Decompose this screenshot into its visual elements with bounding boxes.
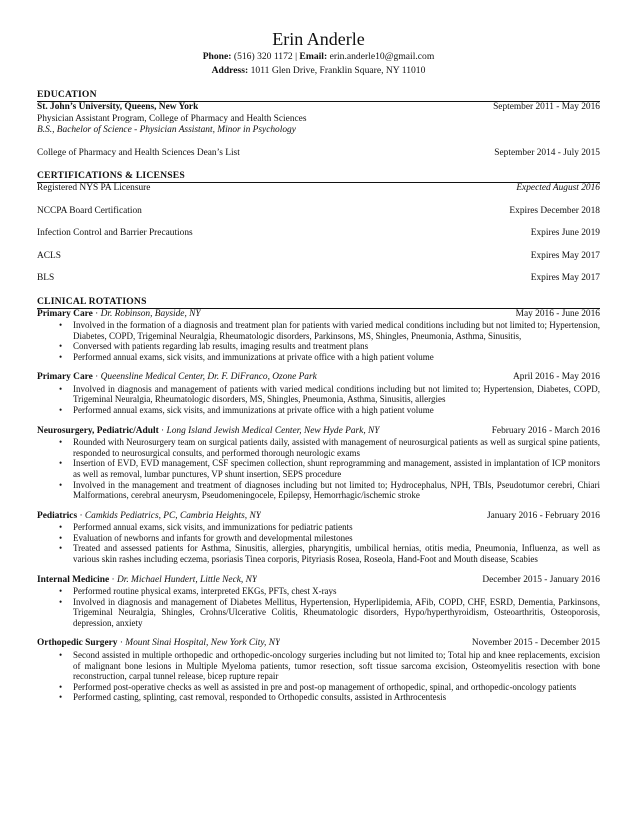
bullet-item: • Second assisted in multiple orthopedic and orthopedic-oncology surgeries including but not limited to; Total hip and knee replacements, excision of malignant bone lesions in Multiple Myeloma patients, tumor resection, soft tissue sarcoma excision, Osteomyelitis resection with bone reconstruction, carpal tunnel release, bicep rupture repair (37, 650, 600, 682)
cert-row (37, 228, 600, 240)
rotation-bullets (37, 586, 600, 628)
rotation-title: Primary Care (37, 308, 93, 319)
rotation-header: Primary Care · Queensline Medical Center, Dr. F. DiFranco, Ozone Park April 2016 - May 2016 (37, 372, 600, 383)
rotation-bullets (37, 437, 600, 501)
rotation-title: Neurosurgery, Pediatric/Adult (37, 425, 159, 436)
rotation-header: Pediatrics · Camkids Pediatrics, PC, Cambria Heights, NY January 2016 - February 2016 (37, 510, 600, 521)
cert-name: Infection Control and Barrier Precautions (37, 228, 193, 238)
bullet-item: • Rounded with Neurosurgery team on surgical patients daily, assisted with management of neurosurgical patients as well as surgical spine patients, responded to neurosurgical consults, and performed thorough neurologic exams (37, 437, 600, 458)
rotation-site: Camkids Pediatrics, PC, Cambria Heights, NY (84, 510, 261, 521)
cert-status: Expires May 2017 (530, 273, 600, 283)
certifications-heading: CERTIFICATIONS & LICENSES (37, 170, 600, 183)
degree-name: B.S., Bachelor of Science - Physician Assistant, Minor in Psychology (37, 125, 296, 135)
cert-name: Registered NYS PA Licensure (37, 183, 151, 193)
education-school-row (37, 102, 600, 114)
rotation-dates: May 2016 - June 2016 (515, 308, 600, 319)
address-label: Address (211, 64, 245, 76)
bullet-item: • Performed post-operative checks as well as assisted in pre and post-op management of orthopedic, spinal, and orthopedic-oncology patients (37, 682, 600, 693)
rotation-dates: April 2016 - May 2016 (513, 372, 600, 383)
school-name: St. John’s University, Queens, New York (37, 102, 199, 112)
rotation-site: Queensline Medical Center, Dr. F. DiFranco, Ozone Park (100, 372, 317, 383)
rotation-bullets (37, 650, 600, 703)
bullet-item: • Insertion of EVD, EVD management, CSF specimen collection, shunt reprogramming and management, assisted in implantation of ICP monitors as well as removal, lumbar punctures, VP shunt insertion, SEPS procedure (37, 458, 600, 479)
rotation-title: Pediatrics (37, 510, 78, 521)
cert-row (37, 251, 600, 263)
rotation-header: Neurosurgery, Pediatric/Adult · Long Island Jewish Medical Center, New Hyde Park, NY February 2016 - March 2016 (37, 425, 600, 436)
cert-status: Expires May 2017 (530, 250, 600, 261)
phone-value: (516) 320 1172 (233, 51, 293, 62)
resume-page (37, 0, 600, 703)
address-value: 1011 Glen Drive, Franklin Square, NY 11010 (250, 64, 426, 76)
honor-row (37, 148, 600, 160)
cert-status: Expected August 2016 (516, 183, 600, 193)
rotation-title: Primary Care (37, 372, 93, 383)
bullet-item: • Involved in diagnosis and management of patients with varied medical conditions including but not limited to; Hypertension, Diabetes, COPD, Trigeminal Neuralgia, Rheumatologic disorders, MS, Shingles, Pneumonia, Asthma, Sinusitis, allergies (37, 384, 600, 405)
cert-name: NCCPA Board Certification (37, 205, 142, 216)
rotation-header: Primary Care · Dr. Robinson, Bayside, NY May 2016 - June 2016 (37, 308, 600, 319)
rotation-header: Orthopedic Surgery · Mount Sinai Hospital, New York City, NY November 2015 - December 2015 (37, 638, 600, 649)
email-label: Email (299, 51, 324, 62)
rotation-bullets (37, 320, 600, 362)
rotation-title: Orthopedic Surgery (37, 638, 118, 649)
rotation-dates: February 2016 - March 2016 (491, 425, 600, 436)
rotation-dates: November 2015 - December 2015 (471, 638, 600, 649)
phone-label: Phone (202, 51, 229, 62)
bullet-item: • Involved in diagnosis and management of Diabetes Mellitus, Hypertension, Hyperlipidemia, AFib, COPD, CHF, ESRD, Dementia, Parkinsons, Trigeminal Neuralgia, Shingles, Crohns/Ulcerative Colitis, Rheumatologic disorders, Hypo/hyperthyroidism, Osteoarthritis, Osteoporosis, depression, anxiety (37, 597, 600, 629)
bullet-item: • Conversed with patients regarding lab results, imaging results and treatment plans (37, 341, 600, 352)
rotation-dates: January 2016 - February 2016 (487, 510, 600, 521)
rotation-site: Long Island Jewish Medical Center, New Hyde Park, NY (166, 425, 380, 436)
rotation-title: Internal Medicine (37, 574, 110, 585)
bullet-item: • Performed casting, splinting, cast removal, responded to Orthopedic consults, assisted in Arthrocentesis (37, 692, 600, 703)
honor-name: College of Pharmacy and Health Sciences Dean’s List (37, 147, 240, 158)
cert-status: Expires June 2019 (530, 228, 600, 238)
cert-row (37, 183, 600, 195)
email-value[interactable]: erin.anderle10@gmail.com (329, 51, 435, 62)
cert-status: Expires December 2018 (509, 205, 600, 216)
contact-line: Phone: (516) 320 1172 | Email: erin.anderle10@gmail.com (202, 51, 435, 62)
rotation-bullets (37, 384, 600, 416)
cert-name: ACLS (37, 250, 61, 261)
honor-dates: September 2014 - July 2015 (494, 147, 600, 158)
bullet-item: • Performed routine physical exams, interpreted EKGs, PFTs, chest X-rays (37, 586, 600, 597)
bullet-item: • Treated and assessed patients for Asthma, Sinusitis, allergies, pharyngitis, umbilical hernias, otitis media, Pneumonia, Influenza, as well as various skin rashes including eczema, psoriasis Tinea corporis, Pityriasis Rosea, Roseola, Hand-Foot and Mouth disease, Scabies (37, 543, 600, 564)
school-dates: September 2011 - May 2016 (493, 102, 600, 112)
candidate-name: Erin Anderle (272, 29, 365, 49)
bullet-item: • Involved in the management and treatment of diagnoses including but not limited to; Hydrocephalus, NPH, TBIs, Pseudotumor cerebri, Chiari Malformations, cerebral aneurysm, Pseudomeningocele, Epilepsy, Hemorrhagic/ischemic stroke (37, 480, 600, 501)
bullet-item: • Involved in the formation of a diagnosis and treatment plan for patients with varied medical conditions including but not limited to; Hypertension, Diabetes, COPD, Trigeminal Neuralgia, Rheumatologic disorders, Parkinsons, MS, Shingles, Pneumonia, Asthma, Sinusitis, (37, 320, 600, 341)
bullet-item: • Performed annual exams, sick visits, and immunizations at private office with a high patient volume (37, 405, 600, 416)
rotation-bullets (37, 522, 600, 564)
cert-row (37, 273, 600, 285)
program-name: Physician Assistant Program, College of Pharmacy and Health Sciences (37, 113, 307, 124)
rotation-dates: December 2015 - January 2016 (482, 574, 600, 585)
bullet-item: • Performed annual exams, sick visits, and immunizations for pediatric patients (37, 522, 600, 533)
rotation-site: Mount Sinai Hospital, New York City, NY (125, 638, 281, 649)
rotation-site: Dr. Robinson, Bayside, NY (100, 308, 201, 319)
rotations-heading: CLINICAL ROTATIONS (37, 296, 600, 309)
bullet-item: • Evaluation of newborns and infants for growth and developmental milestones (37, 533, 600, 544)
address-line: Address: 1011 Glen Drive, Franklin Square, NY 11010 (211, 64, 426, 76)
cert-name: BLS (37, 273, 55, 283)
rotation-header: Internal Medicine · Dr. Michael Hundert, Little Neck, NY December 2015 - January 2016 (37, 574, 600, 585)
cert-row (37, 206, 600, 218)
education-heading: EDUCATION (37, 89, 600, 102)
bullet-item: • Performed annual exams, sick visits, and immunizations at private office with a high patient volume (37, 352, 600, 363)
rotation-site: Dr. Michael Hundert, Little Neck, NY (116, 574, 258, 585)
